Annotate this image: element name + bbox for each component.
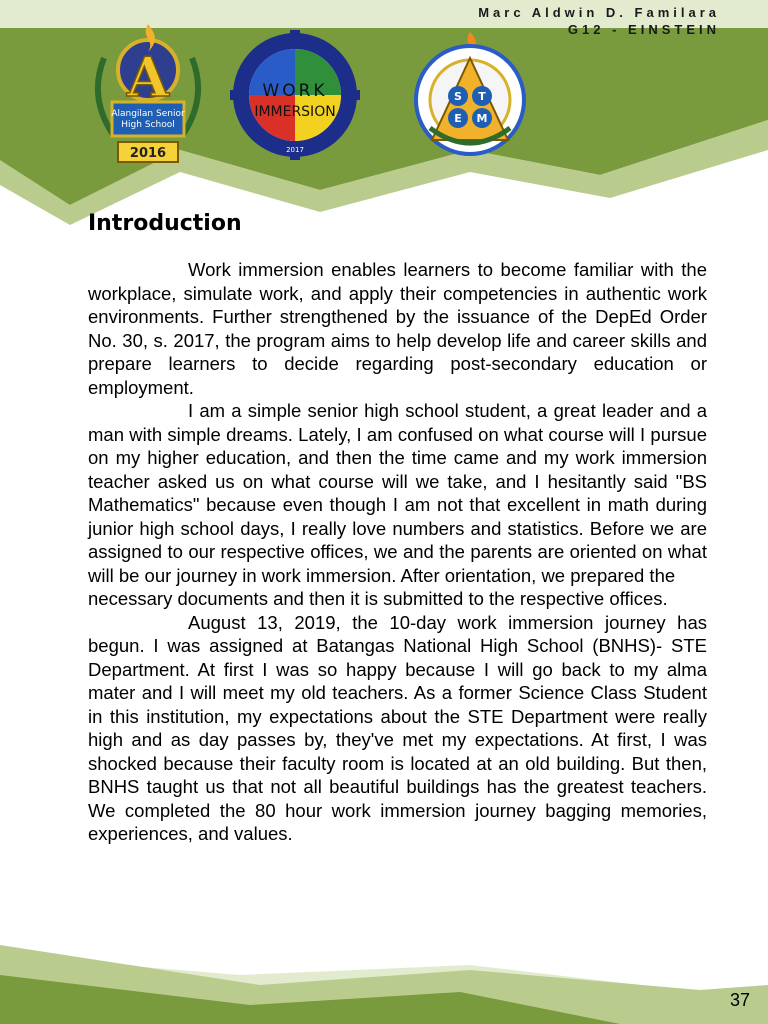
paragraph: necessary documents and then it is submitted to the respective offices. bbox=[88, 588, 668, 609]
work-immersion-logo-line1: WORK bbox=[262, 81, 328, 101]
page-number: 37 bbox=[729, 990, 750, 1010]
paragraph: I am a simple senior high school student, a great leader and a man with simple dreams. Lately, I am confused on what course will I pursue on my higher education, and then the time came and my work immersion teacher asked us on what course will we take, and I hesitantly said "BS Mathematics" because even though I am not that excellent in math during junior high school days, I really love numbers and statistics. Before we are assigned to our respective offices, we and the parents are oriented on what will be our journey in work immersion. After orientation, we prepared the bbox=[88, 400, 707, 586]
author-section: G12 - EINSTEIN bbox=[567, 22, 720, 37]
body-text bbox=[88, 258, 707, 846]
school-logo-letter: A bbox=[127, 45, 169, 109]
paragraph: Work immersion enables learners to become familiar with the workplace, simulate work, and apply their competencies in authentic work environments. Further strengthened by the issuance of the DepEd Order No. 30, s. 2017, the program aims to help develop life and career skills and prepare learners to decide regarding post-secondary education or employment. bbox=[88, 259, 707, 398]
work-immersion-logo bbox=[230, 30, 360, 160]
page-title: Introduction bbox=[88, 211, 242, 236]
paragraph: August 13, 2019, the 10-day work immersion journey has begun. I was assigned at Batangas National High School (BNHS)- STE Department. At first I was so happy because I will go back to my alma mater and I will meet my old teachers. As a former Science Class Student in this institution, my expectations about the STE Department were really high and as day passes by, they've met my expectations. At first, I was shocked because their faculty room is located at an old building. But then, BNHS taught us that not all beautiful buildings has the greatest teachers. We completed the 80 hour work immersion journey bagging memories, experiences, and values. bbox=[88, 611, 707, 844]
school-logo-name-1: Alangilan Senior bbox=[111, 109, 185, 119]
ste-logo-letter-2: T bbox=[478, 90, 486, 103]
ste-logo-letter-1: S bbox=[454, 90, 462, 103]
school-logo bbox=[84, 18, 212, 168]
author-block bbox=[478, 4, 720, 38]
school-logo-year: 2016 bbox=[129, 146, 167, 161]
author-name: Marc Aldwin D. Familara bbox=[478, 5, 720, 20]
work-immersion-logo-year: 2017 bbox=[286, 146, 304, 154]
school-logo-name-2: High School bbox=[121, 120, 175, 130]
ste-logo bbox=[410, 28, 530, 158]
ste-logo-letter-4: M bbox=[476, 112, 488, 125]
ste-logo-letter-3: E bbox=[454, 112, 462, 125]
work-immersion-logo-line2: IMMERSION bbox=[254, 104, 336, 120]
